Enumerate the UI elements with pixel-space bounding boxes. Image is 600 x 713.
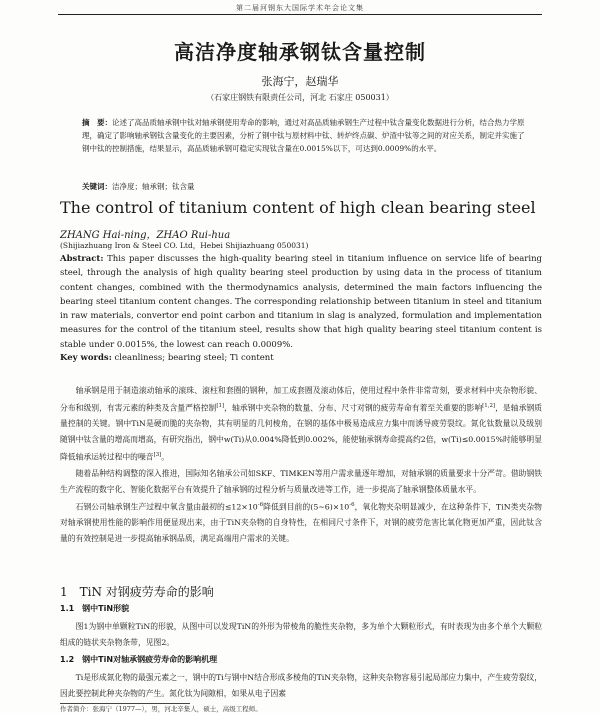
- abstract-english-text: This paper discusses the high-quality bearing steel in titanium influence on service life of bearing steel, through the analysis of high quality bearing steel production by using data in the process of titanium content changes, combined with the thermodynamics analysis, determined the main factors influencing the bearing steel titanium content changes. The corresponding relationship between titanium in steel and titanium in raw materials, convertor end point carbon and titanium in slag is analyzed, formulation and implementation measures for the control of the titanium steel, results show that high quality bearing steel titanium content is stable under 0.0015%, the lowest can reach 0.0009%.: [60, 254, 543, 350]
- intro-paragraph-1: [60, 383, 542, 466]
- abstract-chinese: [82, 116, 528, 156]
- keywords-chinese-label: 关键词：: [82, 182, 112, 191]
- keywords-chinese: [82, 181, 528, 192]
- intro-p1-part-b: ，轴承钢中夹杂物的数量、分布、尺寸对钢的疲劳寿命有着至关重要的影响: [224, 403, 483, 413]
- abstract-chinese-text: 论述了高品质轴承钢中钛对轴承钢使用寿命的影响，通过对高品质轴承钢生产过程中钛含量变化数据进行分析，结合热力学原理，确定了影响轴承钢钛含量变化的主要因素，分析了钢中钛与原材料中钛、转炉终点碳、炉渣中钛等之间的对应关系，制定并实施了钢中钛的控制措施，结果显示，高品质轴承钢可稳定实现钛含量在0.0015%以下，可达到0.0009%的水平。: [82, 118, 525, 154]
- keywords-english: [60, 353, 542, 363]
- citation-1: [1]: [216, 402, 225, 409]
- exponent-1: -6: [257, 501, 264, 508]
- intro-p1-part-a: 轴承钢是用于制造滚动轴承的滚珠、滚柱和套圈的钢种，加工成套圈及滚动体后，使用过程中条件非常苛刻，要求材料中夹杂物形貌、分布和级别，有害元素的种类及含量严格控制: [60, 386, 542, 413]
- abstract-english: [60, 252, 542, 352]
- author-footnote: 作者简介：张海宁（1977—），男，河北辛集人，硕士，高级工程师。: [60, 705, 262, 713]
- citation-2: [1,2]: [482, 402, 496, 409]
- affiliation-chinese: （石家庄钢铁有限责任公司，河北 石家庄 050031）: [206, 93, 394, 102]
- title-english: The control of titanium content of high clean bearing steel: [60, 198, 536, 217]
- intro-p1-part-d: 。: [161, 452, 170, 462]
- subsection-1-2-heading: 1.2 钢中TiN对轴承钢疲劳寿命的影响机理: [60, 655, 218, 664]
- section-1-heading: 1 TiN 对钢疲劳寿命的影响: [60, 585, 214, 599]
- keywords-chinese-text: 洁净度；轴承钢；钛含量: [112, 182, 195, 191]
- abstract-chinese-label: 摘 要：: [82, 118, 112, 127]
- authors-english: ZHANG Hai-ning，ZHAO Rui-hua: [60, 230, 231, 241]
- subsection-1-1-text: 图1为钢中单颗粒TiN的形貌，从图中可以发现TiN的外形为带棱角的脆性夹杂物，多为单个大颗粒形式，有时表现为由多个单个大颗粒组成的链状夹杂物条带，见图2。: [60, 622, 542, 647]
- keywords-english-text: cleanliness; bearing steel; Ti content: [114, 353, 274, 363]
- affiliation-english: (Shijiazhuang Iron & Steel CO. Ltd，Hebei Shijiazhuang 050031): [60, 241, 309, 250]
- intro-paragraph-3: [60, 498, 542, 547]
- keywords-english-label: Key words:: [60, 353, 112, 363]
- subsection-1-1-heading: 1.1 钢中TiN形貌: [60, 604, 130, 613]
- header-rule: [58, 14, 542, 15]
- authors-chinese: 张海宁，赵瑞华: [261, 75, 339, 88]
- title-chinese: 高洁净度轴承钢钛含量控制: [174, 40, 426, 64]
- intro-p1-part-c: ，是轴承钢质量控制的关键。钢中TiN是硬而脆的夹杂物，其有明显的几何棱角，在钢的基体中极易造成应力集中而诱导疲劳裂纹。氮化钛数量以及级别随钢中钛含量的增高而增高，有研究指出，钢中w(Ti)从0.004%降低到0.002%，能使轴承钢寿命提高约2倍，w(Ti)≤0.0015%时能够明显降低轴承运转过程中的噪音: [60, 403, 543, 462]
- exponent-2: -6: [349, 501, 355, 508]
- subsection-1-2-text: Ti是形成氮化物的最强元素之一，钢中的Ti与钢中N结合形成多棱角的TiN夹杂物，这种夹杂物容易引起局部应力集中，产生疲劳裂纹，因此要控制此种夹杂物的产生。氮化钛为间隙相，如果从电子因素: [60, 673, 542, 698]
- intro-p3-part-b: 降低到目前的(5~6)×10: [263, 502, 350, 512]
- intro-p3-part-c: ，氧化物夹杂明显减少，在这种条件下，TiN类夹杂物对轴承钢使用性能的影响作用便显现出来，由于TiN夹杂物的自身特性，在相同尺寸条件下，对钢的疲劳危害比氧化物更加严重，因此钛含量的有效控制是进一步提高轴承钢品质，满足高端用户需求的关键。: [60, 502, 542, 543]
- abstract-english-label: Abstract:: [60, 254, 104, 264]
- intro-p3-part-a: 石钢公司轴承钢生产过程中氧含量由最初的≤12×10: [75, 502, 258, 512]
- intro-paragraph-2: 随着品种结构调整的深入推进，国际知名轴承公司如SKF、TIMKEN等用户需求量逐年增加，对轴承钢的质量要求十分严苛。借助钢铁生产流程的数字化、智能化数据平台有效提升了轴承钢的过程分析与质量改进等工作，进一步提高了轴承钢整体质量水平。: [60, 468, 542, 494]
- running-head: 第二届河钢东大国际学术年会论文集: [236, 4, 364, 12]
- citation-3: [3]: [153, 452, 162, 459]
- introduction: [60, 383, 542, 547]
